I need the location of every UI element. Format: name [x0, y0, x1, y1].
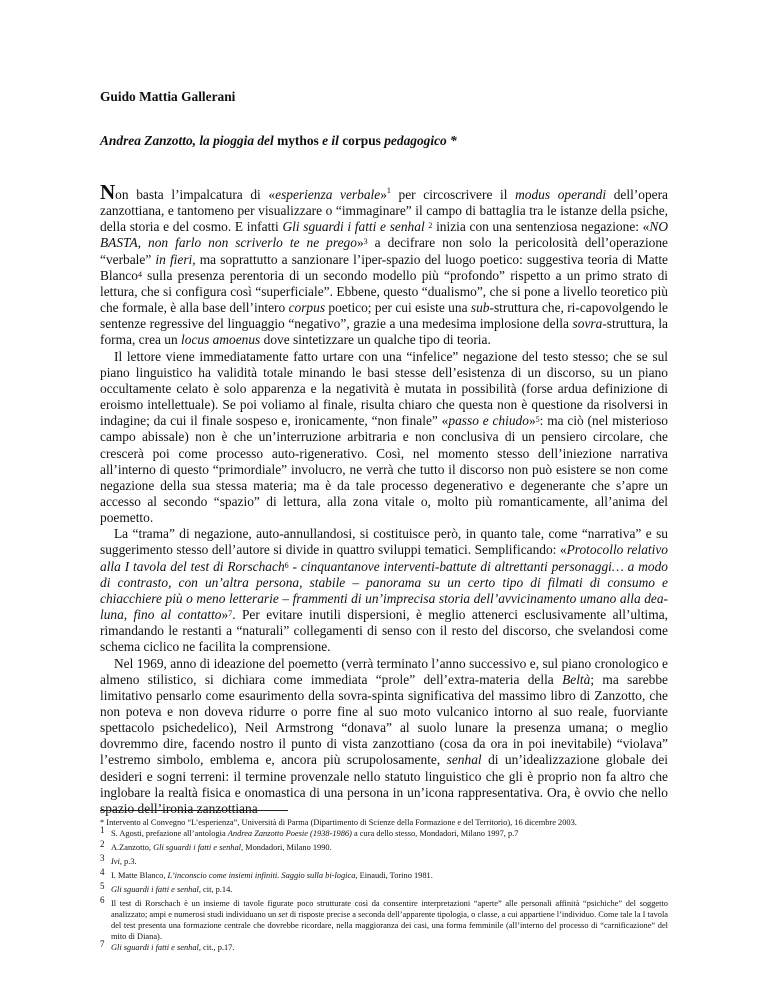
author-name: Guido Mattia Gallerani [100, 89, 236, 104]
footnote-4: 4 I. Matte Blanco, L’inconscio come insiemi infiniti. Saggio sulla bi-logica, Einaudi, Torino 1981. [100, 867, 433, 880]
drop-cap: N [100, 180, 116, 204]
footnote-ref-5[interactable]: 5 [535, 415, 540, 425]
paragraph-2: Il lettore viene immediatamente fatto urtare con una “infelice” negazione del testo stesso; che se sul piano linguistico ha validità totale minando le basi stesse dell’esistenza di un discorso, su un piano occultamente celato è solo apparenza e la negatività è mutata in possibilità (forse ardua definizione di eroismo intellettuale). Se poi voliamo al finale, risulta chiaro che questa non è questione da risolversi in indagine; da cui il finale sospeso e, ironicamente, “non finale” «passo e chiudo»$^5$: ma ciò (nel misterioso campo abissale) non è che un’interruzione arbitraria e non conclusiva di un pensiero circolare, che crescerà poi come processo auto-rigenerativo. Così, nel momento stesso dell’iniezione narrativa all’interno di questo “primordiale” involucro, ne verrà che tutto il discorso non può esistere se non come negazione della sua stessa materia; ma è da tale processo degenerativo e degenerante che s’apre un accesso al secondo “spazio” di lettura, alla zona vitale o, molto più romanticamente, all’anima del poemetto. [100, 348, 668, 526]
footnote-6: 6 Il test di Rorschach è un insieme di tavole figurate poco strutturate così da consentire interpretazioni “aperte” alle personali affinità “psichiche” del soggetto analizzato; ampi e numerosi studi individuano un set di risposte precise a seconda dell’apparente tipologia, o classe, a cui appartiene l’individuo. Come tale la I tavola del test presenta una formazione centrale che dovrebbe ricordare, nella maggioranza dei casi, una forma femminile (all’interno del processo di “carnificazione” del mito di Diana). [100, 895, 668, 941]
footnote-separator [100, 810, 288, 811]
article-title: Andrea Zanzotto, la pioggia del mythos e il corpus pedagogico * [100, 133, 457, 148]
paragraph-1: Non basta l’impalcatura di «esperienza verbale»$^1$ per circoscrivere il modus operandi dell’opera zanzottiana, e tantomeno per visualizzare o “immaginare” il campo di battaglia tra le istanze della psiche, della storia e del cosmo. E infatti Gli sguardi i fatti e senhal $^2$ inizia con una sentenziosa negazione: «NO BASTA, non farlo non scriverlo te ne prego»$^3$ a decifrare non solo la pericolosità dell’operazione “verbale” in fieri, ma soprattutto a sanzionare l’iper-spazio del luogo poetico: suggestiva teoria di Matte Blanco$^4$ sulla presenza perentoria di un secondo modello più “profondo” rispetto a un primo strato di lettura, che si configura così “superficiale”. Ebbene, questo “dualismo”, che si pone a livello teoretico più che formale, è alla base dell’intero corpus poetico; per cui esiste una sub-struttura che, ri-capovolgendo le sentenze regressive del linguaggio “negativo”, grazie a una medesima implosione della sovra-struttura, la forma, crea un locus amoenus dove sintetizzare un qualche tipo di teoria. [100, 180, 669, 348]
footnote-5: 5 Gli sguardi i fatti e senhal, cit, p.14. [100, 881, 233, 894]
footnote-7: 7 Gli sguardi i fatti e senhal, cit., p.17. [100, 939, 235, 952]
footnote-ref-2[interactable]: 2 [428, 221, 433, 231]
paragraph-3: La “trama” di negazione, auto-annullandosi, si costituisce però, in quanto tale, come “narrativa” e su suggerimento stesso dell’autore si divide in quattro sviluppi tematici. Semplificando: «Protocollo relativo alla I tavola del test di Rorschach$^6$ - cinquantanove interventi-battute di altrettanti personaggi… a modo di contrasto, con un’altra persona, stabile – panorama su un certo tipo di filmati di consumo e chiacchiere più o meno letterarie – frammenti di un’imprecisa storia dell’avvicinamento umano alla dea-luna, fino al contatto»$^7$. Per evitare inutili dispersioni, è meglio attenerci esclusivamente all’ultima, rimandando le restanti a “naturali” collegamenti di senso con il resto del discorso, che svelandosi come schema ciclico ne facilita la comprensione. [100, 526, 668, 655]
footnotes [100, 817, 668, 953]
footnote-ref-6[interactable]: 6 [284, 560, 289, 570]
footnote-3: 3 Ivi, p.3. [100, 853, 137, 866]
article-body [100, 180, 669, 817]
paragraph-4: Nel 1969, anno di ideazione del poemetto (verrà terminato l’anno successivo e, sul piano cronologico e almeno stilistico, si dichiara come immediata “prole” dell’extra-materia della Beltà; ma sarebbe limitativo pensarlo come esaurimento della sovra-spinta significativa del massimo libro di Zanzotto, che non poteva e non doveva ridurre o porre fine al suo moto vulcanico intorno al suo reale, fuorviante spettacolo psichedelico), Neil Armstrong “donava” al suolo lunare la presenza umana; o meglio dovremmo dire, facendo nostro il punto di vista zanzottiano (cosa da ora in poi inevitabile) “violava” l’estremo simbolo, emblema e, ancora più scrupolosamente, senhal di un’idealizzazione globale dei desideri e sogni terreni: il termine provenzale nello statuto linguistico che gli è proprio non fa altro che inglobare la realtà fisica e onomastica di una persona in un’icona rappresentativa. Ora, è ovvio che nello spazio dell’ironia zanzottiana [100, 655, 669, 816]
footnote-star: * Intervento al Convegno “L’esperienza”, Università di Parma (Dipartimento di Scienze della Formazione e del Territorio), 16 dicembre 2003. [100, 818, 577, 827]
footnote-ref-1[interactable]: 1 [386, 186, 391, 195]
footnote-2: 2 A.Zanzotto, Gli sguardi i fatti e senhal, Mondadori, Milano 1990. [100, 839, 332, 852]
footnote-1: 1 S. Agosti, prefazione all’antologia Andrea Zanzotto Poesie (1938-1986) a cura dello stesso, Mondadori, Milano 1997, p.7 [100, 825, 519, 838]
footnote-ref-3[interactable]: 3 [363, 237, 368, 247]
footnote-ref-7[interactable]: 7 [228, 609, 233, 619]
footnote-ref-4[interactable]: 4 [137, 269, 142, 279]
